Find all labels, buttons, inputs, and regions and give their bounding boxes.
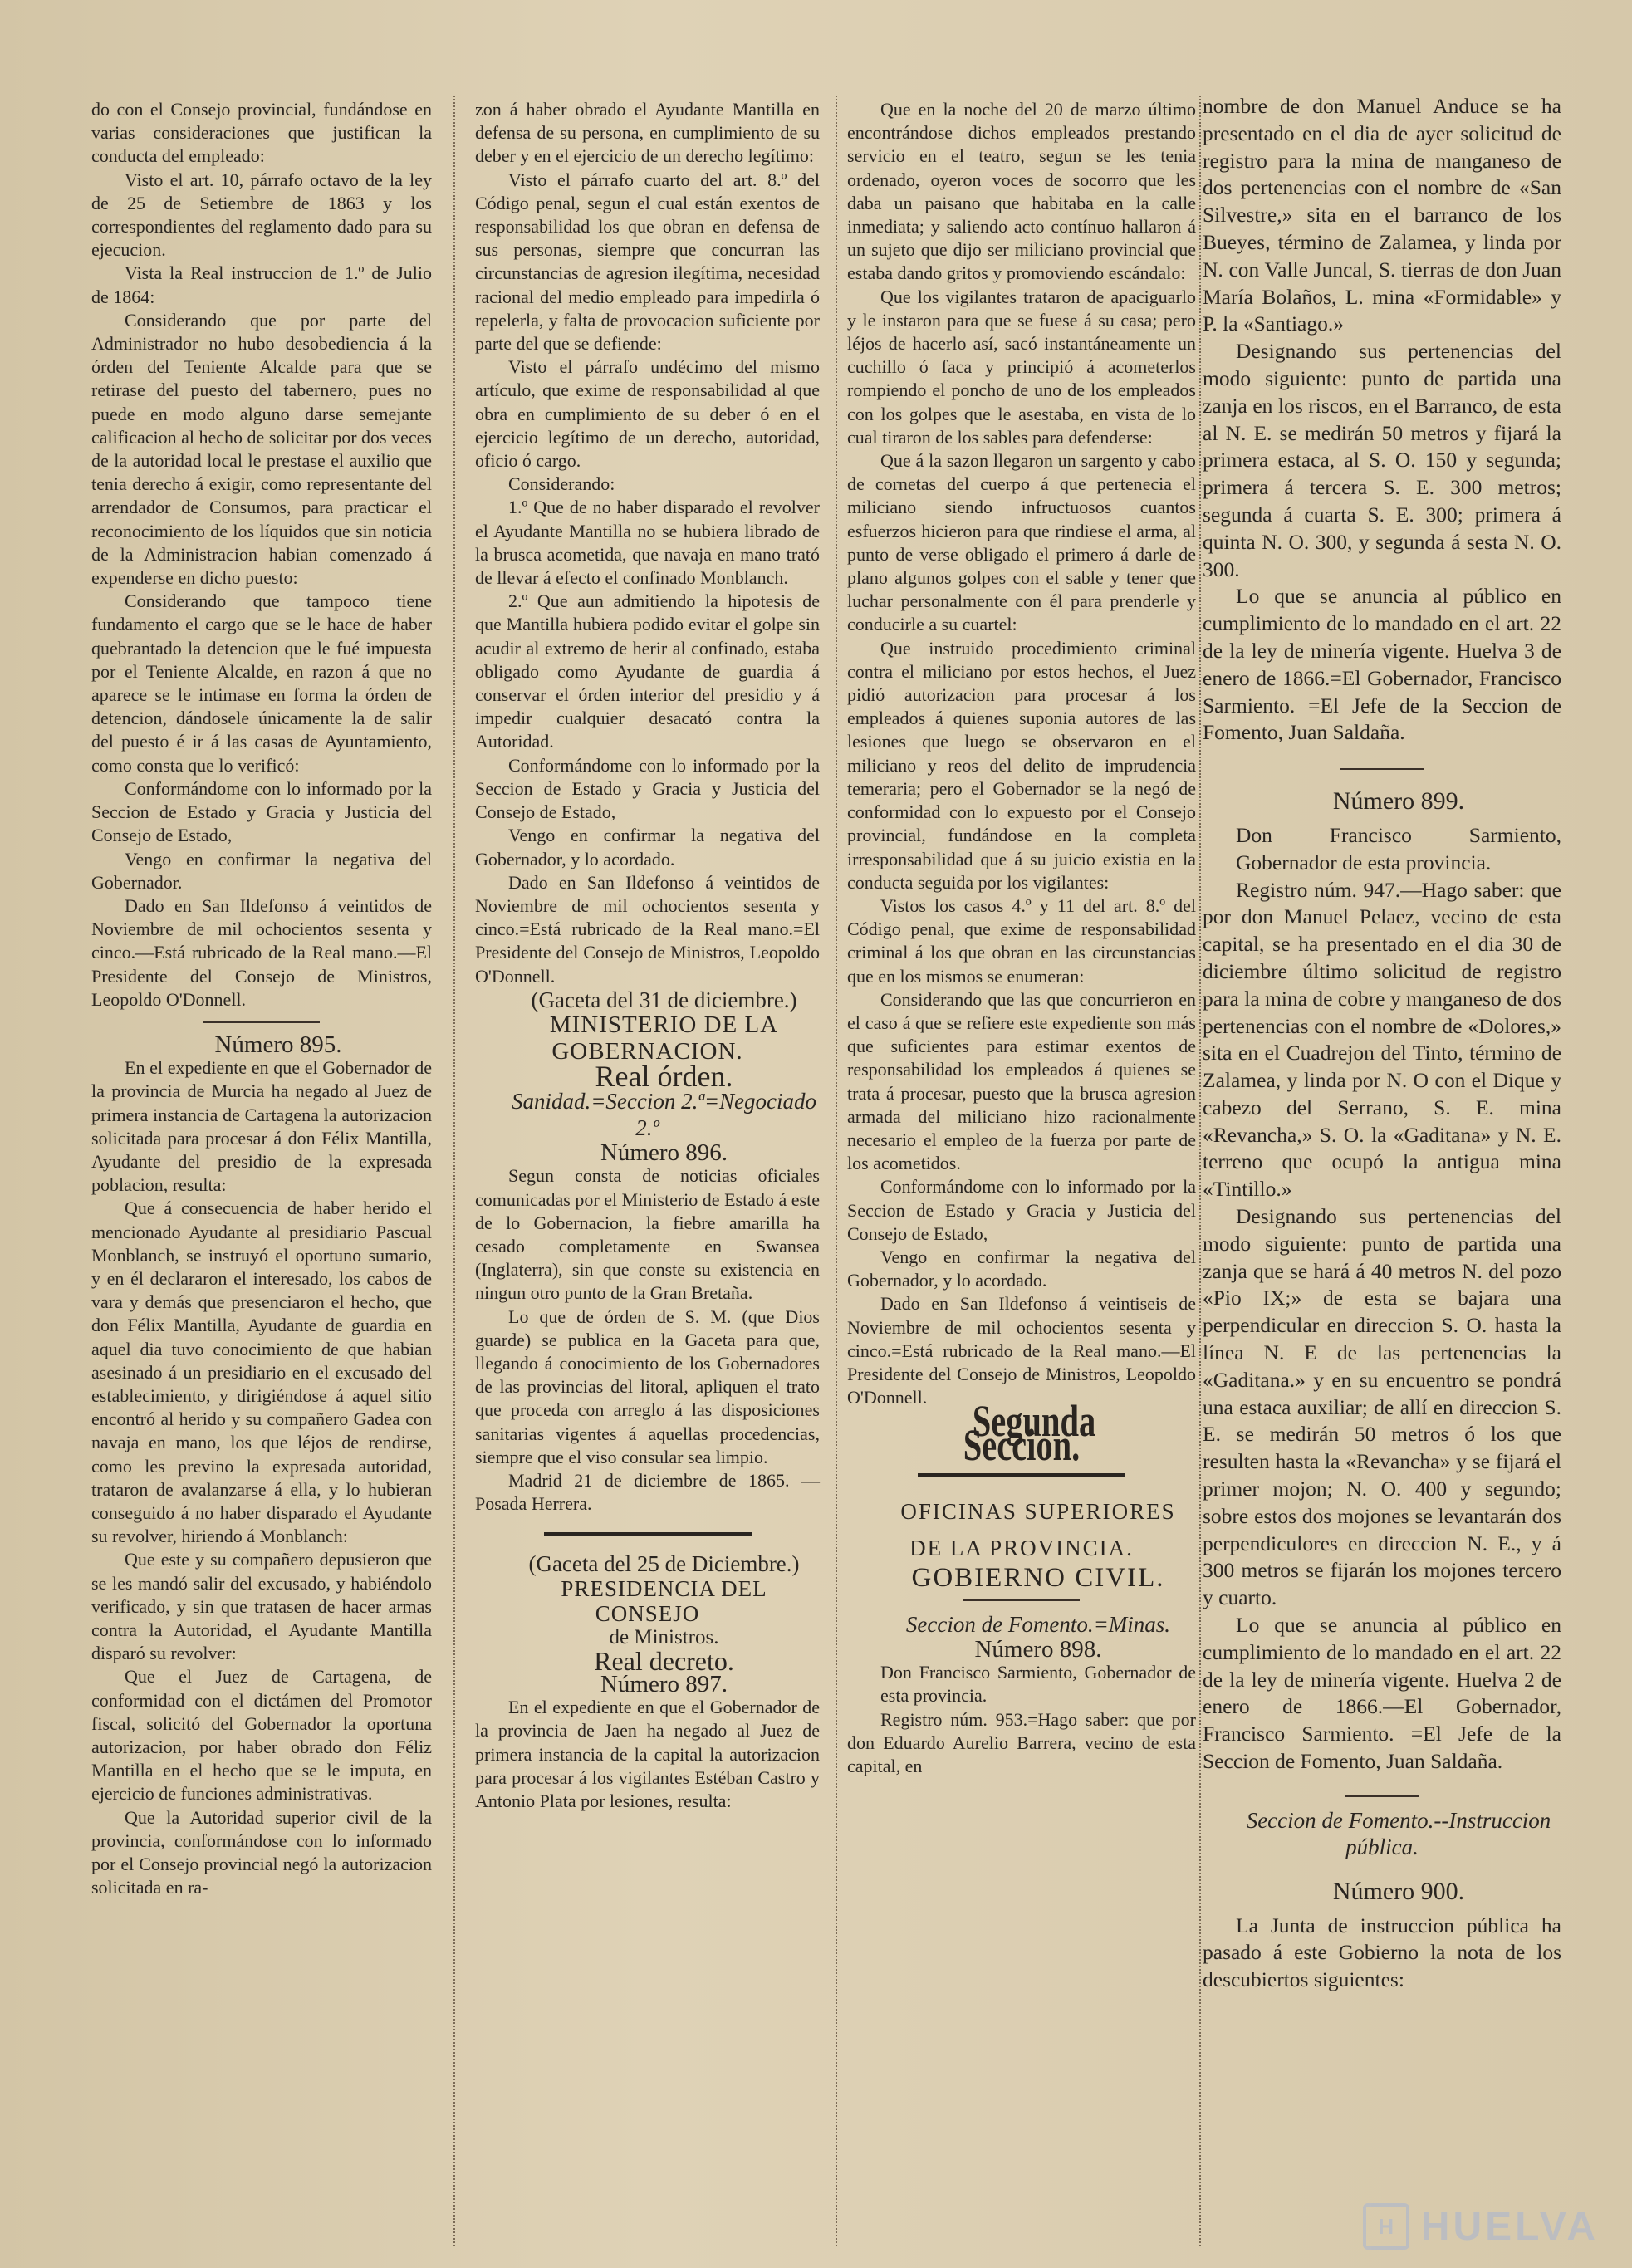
paragraph: Lo que se anuncia al público en cumplimiento de lo mandado en el art. 22 de la ley de minería vigente. Huelva 2 de enero de 1866.—El Gobernador, Francisco Sarmiento. =El Jefe de la Seccion de Fomento, Juan Saldaña. — [1203, 1613, 1561, 1774]
paragraph: Lo que de órden de S. M. (que Dios guarde) se publica en la Gaceta para que, llegando á conocimiento de los Gobernadores de las provincias del litoral, apliquen el trato que proceda con arreglo á las disposiciones sanitarias vigentes á aquellas procedencias, siempre que el viso consular sea limpio. — [475, 1305, 820, 1467]
section-number-895: Número 895. — [214, 1031, 342, 1058]
section-number-897: Número 897. — [600, 1670, 728, 1697]
paragraph: Don Francisco Sarmiento, Gobernador de esta provincia. — [880, 1662, 1196, 1707]
oficinas-heading: OFICINAS SUPERIORES DE LA PROVINCIA. — [900, 1498, 1176, 1560]
paragraph: Conformándome con lo informado por la Seccion de Estado y Gracia y Justicia del Consejo de Estado, — [847, 1176, 1196, 1244]
section-number-899: Número 899. — [1332, 787, 1465, 816]
paragraph: 2.º Que aun admitiendo la hipotesis de que Mantilla hubiera podido evitar el golpe sin acudir al extremo de herir al confinado, estaba obligado como Ayudante de guardia á conservar el órden interior del presidio y á impedir cualquier desacató contra la Autoridad. — [475, 590, 820, 752]
paragraph: Vistos los casos 4.º y 11 del art. 8.º del Código penal, que exime de responsabilidad criminal á los que obran en las circunstancias que en los mismos se enumeran: — [847, 894, 1196, 987]
section-number-896: Número 896. — [600, 1139, 728, 1167]
gobierno-civil-heading: GOBIERNO CIVIL. — [911, 1562, 1165, 1593]
ministros-subheading: de Ministros. — [609, 1625, 719, 1648]
paragraph: Madrid 21 de diciembre de 1865. —Posada Herrera. — [475, 1469, 820, 1515]
paragraph: Visto el párrafo cuarto del art. 8.º del Código penal, segun el cual están exentos de responsabilidad los que obran en defensa de sus personas, siempre que concurran las circunstancias de agresion ilegítima, necesidad racional del medio empleado para impedirla ó repelerla, y falta de provocacion suficiente por parte del que se defiende: — [475, 169, 820, 355]
paragraph: Considerando que las que concurrieron en el caso á que se refiere este expediente son más que suficientes para estimar exentos de responsabilidad los empleados á quienes se trata á procesar, puesto que la brusca agresion armada del miliciano hizo racionalmente necesario el empleo de la fuerza por parte de los acometidos. — [847, 988, 1196, 1174]
fomento-minas-subheading: Seccion de Fomento.=Minas. — [905, 1611, 1171, 1637]
paragraph: En el expediente en que el Gobernador de la provincia de Jaen ha negado al Juez de primera instancia de la capital la autorizacion para procesar á los vigilantes Estéban Castro y Antonio Plata por lesiones, resulta: — [475, 1697, 820, 1811]
paragraph: Conformándome con lo informado por la Seccion de Estado y Gracia y Justicia del Consejo de Estado, — [475, 754, 820, 823]
paragraph: Que este y su compañero depusieron que se les mandó salir del excusado, y habiéndolo verificado, y sin que tratasen de hacer armas contra la Autoridad, el Ayudante Mantilla disparó su revolver: — [91, 1549, 432, 1664]
huelva-logo-text: HUELVA — [1420, 2204, 1599, 2249]
section-number-898: Número 898. — [974, 1635, 1102, 1663]
paragraph: zon á haber obrado el Ayudante Mantilla en defensa de su persona, en cumplimiento de su deber y en el ejercicio de un derecho legítimo: — [475, 99, 820, 167]
instruccion-subheading: Seccion de Fomento.--Instruccion pública. — [1246, 1807, 1551, 1859]
paragraph: Visto el párrafo undécimo del mismo artículo, que exime de responsabilidad al que obra en cumplimiento de su deber ó en el ejercicio legítimo de un derecho, autoridad, oficio ó cargo. — [475, 356, 820, 472]
huelva-logo-icon: H — [1363, 2203, 1409, 2250]
ministerio-heading: MINISTERIO DE LA GOBERNACION. — [549, 1011, 779, 1065]
paragraph: Dado en San Ildefonso á veintidos de Noviembre de mil ochocientos sesenta y cinco.—Está rubricado de la Real mano.—El Presidente del Consejo de Ministros, Leopoldo O'Donnell. — [91, 894, 432, 1010]
column-2 — [475, 98, 820, 1813]
paragraph: Registro núm. 947.—Hago saber: que por don Manuel Pelaez, vecino de esta capital, se ha presentado en el dia 30 de diciembre último solicitud de registro para la mina de cobre y manganeso de dos pertenencias con el nombre de «Dolores,» sita en el Cuadrejon del Tinto, término de Zalamea, y linda por N. O con el Dique y cabezo del Serrano, S. E. mina «Revancha,» S. O. la «Gaditana» y N. E. terreno que ocupó la antigua mina «Tintillo.» — [1203, 877, 1561, 1202]
paragraph: Vengo en confirmar la negativa del Gobernador, y lo acordado. — [475, 825, 820, 869]
column-divider — [1199, 96, 1201, 2246]
paragraph: Conformándome con lo informado por la Seccion de Estado y Gracia y Justicia del Consejo de Estado, — [91, 777, 432, 846]
real-decreto-heading: Real decreto. — [594, 1645, 734, 1676]
paragraph: Designando sus pertenencias del modo siguiente: punto de partida una zanja que se hará á 40 metros N. del pozo «Pio IX;» de esta se bajara una perpendicular en direccion S. O. hasta la línea N. E de las pertenencias la «Gaditana.» y en su encuentro se pondrá una estaca auxiliar; de allí en direccion S. E. se medirán 50 metros ó los que resulten hasta la «Revancha» y se fijará el primer mojon; N. O. 400 y segundo; sobre estos dos mojones se levantarán dos perpendiculores en direccion N. E., y á 300 metros se fijarán los mojones tercero y cuarto. — [1203, 1204, 1561, 1610]
paragraph: Que á la sazon llegaron un sargento y cabo de cornetas del cuerpo á que pertenecia el miliciano siendo infructuosos cuantos esfuerzos hicieron para que rindiese el arma, al punto de verse obligado el primero á darle de plano algunos golpes con el sable y tener que luchar personalmente con él para prenderle y conducirle a su cuartel: — [847, 450, 1196, 635]
sanidad-subheading: Sanidad.=Seccion 2.ª=Negociado 2.º — [511, 1089, 817, 1141]
paragraph: Vista la Real instruccion de 1.º de Julio de 1864: — [91, 262, 432, 307]
paragraph: Don Francisco Sarmiento, Gobernador de esta provincia. — [1236, 822, 1561, 874]
section-number-900: Número 900. — [1332, 1877, 1465, 1905]
paragraph: do con el Consejo provincial, fundándose en varias consideraciones que justifican la conducta del empleado: — [91, 99, 432, 167]
paragraph: Segun consta de noticias oficiales comunicadas por el Ministerio de Estado á este de lo Gobernacion, la fiebre amarilla ha cesado completamente en Swansea (Inglaterra), sin que conste su existencia en ningun otro punto de la Gran Bretaña. — [475, 1165, 820, 1304]
column-3 — [847, 98, 1196, 1778]
separator-rule — [1345, 1795, 1419, 1797]
paragraph: Lo que se anuncia al público en cumplimiento de lo mandado en el art. 22 de la ley de minería vigente. Huelva 3 de enero de 1866.=El Gobernador, Francisco Sarmiento. =El Jefe de la Seccion de Fomento, Juan Saldaña. — [1203, 584, 1561, 745]
separator-rule — [203, 1021, 320, 1023]
paragraph: Que los vigilantes trataron de apaciguarlo y le instaron para que se fuese á su casa; pero léjos de hacerlo así, sacó instantáneamente un cuchillo ó faca y principió á acometerlos rompiendo el poncho de uno de los empleados con los golpes que le asestaba, en vista de lo cual tiraron de los sables para defenderse: — [847, 286, 1196, 448]
column-divider — [836, 96, 837, 2246]
column-1 — [91, 98, 432, 1899]
paragraph: Que el Juez de Cartagena, de conformidad con el dictámen del Promotor fiscal, solicitó del Gobernador la oportuna autorizacion, por haber obrado don Féliz Mantilla en el hecho que se le imputa, en ejercicio de funciones administrativas. — [91, 1666, 432, 1805]
paragraph: En el expediente en que el Gobernador de la provincia de Murcia ha negado al Juez de primera instancia de Cartagena la autorizacion solicitada para procesar á don Félix Mantilla, Ayudante del presidio de la expresada poblacion, resulta: — [91, 1057, 432, 1196]
paragraph: Que la Autoridad superior civil de la provincia, conformándose con lo informado por el Consejo provincial negó la autorizacion solicitada en ra- — [91, 1806, 432, 1898]
presidencia-heading: PRESIDENCIA DEL CONSEJO — [561, 1575, 767, 1626]
paragraph: La Junta de instruccion pública ha pasado á este Gobierno la nota de los descubiertos siguientes: — [1203, 1913, 1561, 1992]
paragraph: Que á consecuencia de haber herido el mencionado Ayudante al presidiario Pascual Monblanch, se instruyó el oportuno sumario, y en él declararon el interesado, los cabos de vara y demás que presenciaron el hecho, que don Félix Mantilla, Ayudante de guardia en aquel dia tuvo conocimiento de que habian asesinado á un presidiario en el excusado del establecimiento, y dirigiéndose á aquel sitio encontró al herido y su compañero Gadea con navaja en mano, los que léjos de rendirse, como les previno la expresada autoridad, trataron de avalanzarse á ella, y lo hubieran conseguido á no haber disparado el Ayudante su revolver, hiriendo á Monblanch: — [91, 1198, 432, 1547]
separator-rule — [918, 1473, 1125, 1477]
column-4 — [1203, 93, 1561, 1994]
paragraph: Dado en San Ildefonso á veintiseis de Noviembre de mil ochocientos sesenta y cinco.=Está rubricado de la Real mano.—El Presidente del Consejo de Ministros, Leopoldo O'Donnell. — [847, 1293, 1196, 1408]
paragraph: Vengo en confirmar la negativa del Gobernador, y lo acordado. — [847, 1246, 1196, 1291]
paragraph: Considerando: — [508, 473, 615, 495]
paragraph: Que en la noche del 20 de marzo último encontrándose dichos empleados prestando servicio en el teatro, segun se les tenia ordenado, oyeron voces de socorro que les daba un paisano que habitaba en la calle inmediata; y saliendo acto contínuo hallaron á un sujeto que dijo ser miliciano provincial que estaba dando gritos y promoviendo escándalo: — [847, 99, 1196, 284]
separator-rule — [963, 1599, 1080, 1601]
segunda-seccion-heading: Segunda Seccion. — [963, 1396, 1096, 1470]
separator-rule — [1340, 768, 1424, 770]
paragraph: Que instruido procedimiento criminal contra el miliciano por estos hechos, el Juez pidió autorizacion para procesar á los empleados á quienes suponia autores de las lesiones que luego se observaron en el miliciano y reos del delito de imprudencia temeraria; pero el Gobernador se la negó de conformidad con lo expuesto por el Consejo provincial, fundándose en la completa irresponsabilidad que á su juicio existia en la conducta seguida por los vigilantes: — [847, 637, 1196, 893]
paragraph: Designando sus pertenencias del modo siguiente: punto de partida una zanja en los riscos, en el Barranco, de esta al N. E. se medirán 50 metros y fijará la primera estaca, al S. O. 150 y segunda; primera á tercera S. E. 300 metros; segunda á cuarta S. E. 300; primera á quinta N. O. 300, y segunda á sesta N. O. 300. — [1203, 339, 1561, 581]
paragraph: 1.º Que de no haber disparado el revolver el Ayudante Mantilla no se hubiera librado de la brusca acometida, que navaja en mano trató de llevar á efecto el confinado Monblanch. — [475, 497, 820, 589]
real-orden-heading: Real órden. — [595, 1059, 733, 1093]
paragraph: Dado en San Ildefonso á veintidos de Noviembre de mil ochocientos sesenta y cinco.=Está rubricado de la Real mano.=El Presidente del Consejo de Ministros, Leopoldo O'Donnell. — [475, 871, 820, 987]
paragraph: Considerando que tampoco tiene fundamento el cargo que se le hace de haber quebrantado la detencion que le fué impuesta por el Teniente Alcalde, en razon á que no aparece se le intimase en forma la órden de detencion, dándosele únicamente la de salir del puesto é ir á las casas de Ayuntamiento, como consta que lo verificó: — [91, 590, 432, 776]
column-divider — [453, 96, 455, 2246]
gaceta-heading: (Gaceta del 31 de diciembre.) — [531, 987, 797, 1012]
separator-rule — [544, 1532, 752, 1536]
paragraph: Visto el art. 10, párrafo octavo de la ley de 25 de Setiembre de 1863 y los correspondientes del reglamento dado para su ejecucion. — [91, 169, 432, 261]
paragraph: Considerando que por parte del Administrador no hubo desobediencia á la órden del Teniente Alcalde para que se retirase del puesto del tabernero, pues no puede en modo alguno darse semejante calificacion al hecho de solicitar por dos veces de la autoridad local le prestase el auxilio que tenia derecho á exigir, como representante del arrendador de Consumos, para practicar el reconocimiento de los líquidos que sin noticia de la Administracion habian comenzado á expenderse en dicho puesto: — [91, 309, 432, 589]
paragraph: Vengo en confirmar la negativa del Gobernador. — [91, 848, 432, 893]
gaceta-heading: (Gaceta del 25 de Diciembre.) — [528, 1551, 800, 1577]
huelva-watermark-logo — [1363, 2203, 1599, 2250]
paragraph: Registro núm. 953.=Hago saber: que por don Eduardo Aurelio Barrera, vecino de esta capital, en — [847, 1708, 1196, 1776]
paragraph: nombre de don Manuel Anduce se ha presentado en el dia de ayer solicitud de registro para la mina de manganeso de dos pertenencias con el nombre de «San Silvestre,» sita en el barranco de los Bueyes, término de Zalamea, y linda por N. con Valle Juncal, S. tierras de don Juan María Bolaños, L. mina «Formidable» y P. la «Santiago.» — [1203, 94, 1561, 336]
